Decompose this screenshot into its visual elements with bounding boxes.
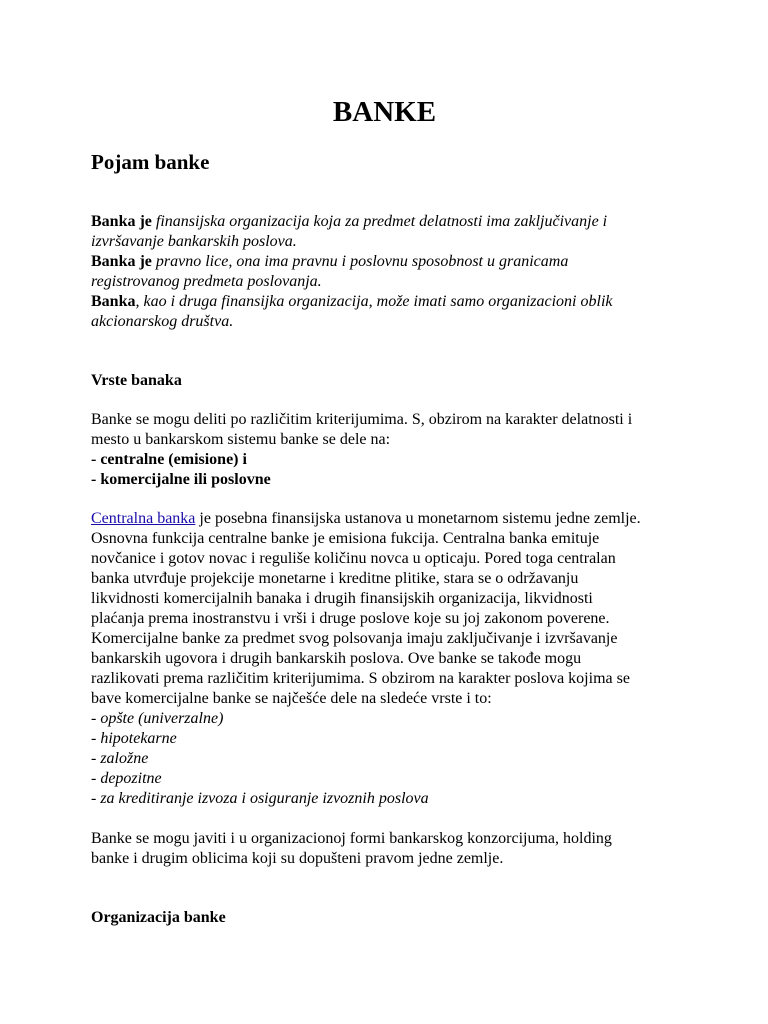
- bold-list-item: - komercijalne ili poslovne: [91, 471, 271, 488]
- paragraph-line: [91, 509, 681, 529]
- paragraph-line: razlikovati prema različitim kriterijumima. S obzirom na karakter poslova kojima se: [91, 670, 630, 687]
- paragraph-line: Banke se mogu deliti po različitim kriterijumima. S, obzirom na karakter delatnosti i: [91, 411, 633, 428]
- paragraph-line: banke i drugim oblicima koji su dopušteni pravom jedne zemlje.: [91, 850, 504, 867]
- definition-lead: Banka je: [91, 253, 152, 270]
- definition-line: [91, 292, 681, 312]
- document-title: BANKE: [332, 96, 437, 128]
- italic-list-item: - hipotekarne: [91, 730, 177, 747]
- paragraph-line: likvidnosti komercijalnih banaka i drugih finansijskih organizacija, likvidnosti: [91, 590, 593, 607]
- definition-text: , kao i druga finansijka organizacija, može imati samo organizacioni oblik: [135, 293, 613, 310]
- paragraph-line: novčanice i gotov novac i reguliše količinu novca u opticaju. Pored toga centralan: [91, 550, 616, 567]
- definition-lead: Banka: [91, 293, 136, 310]
- italic-list-item: - založne: [91, 750, 149, 767]
- definitions-block: [91, 212, 681, 332]
- paragraph-line: Osnovna funkcija centralne banke je emisiona fukcija. Centralna banka emituje: [91, 530, 600, 547]
- definition-text: finansijska organizacija koja za predmet delatnosti ima zaključivanje i: [151, 213, 608, 230]
- vrste-heading: Vrste banaka: [91, 372, 182, 389]
- centralna-block: [91, 509, 681, 809]
- definition-line: [91, 212, 681, 232]
- italic-list-item: - depozitne: [91, 770, 162, 787]
- paragraph-line: Komercijalne banke za predmet svog polsovanja imaju zaključivanje i izvršavanje: [91, 630, 618, 647]
- paragraph-line: bankarskih ugovora i drugih bankarskih poslova. Ove banke se takođe mogu: [91, 650, 582, 667]
- paragraph-line: banka utvrđuje projekcije monetarne i kreditne plitike, stara se o održavanju: [91, 570, 579, 587]
- definition-text: pravno lice, ona ima pravnu i poslovnu sposobnost u granicama: [151, 253, 569, 270]
- section-title: Pojam banke: [91, 150, 210, 174]
- paragraph-line: bave komercijalne banke se najčešće dele na sledeće vrste i to:: [91, 690, 492, 707]
- bold-list-item: - centralne (emisione) i: [91, 451, 247, 468]
- italic-list-item: - opšte (univerzalne): [91, 710, 224, 727]
- paragraph-line: mesto u bankarskom sistemu banke se dele na:: [91, 431, 391, 448]
- italic-list-item: - za kreditiranje izvoza i osiguranje izvoznih poslova: [91, 790, 429, 807]
- definition-text: registrovanog predmeta poslovanja.: [91, 273, 322, 290]
- centralna-banka-link[interactable]: Centralna banka: [91, 510, 196, 527]
- organizacija-heading: Organizacija banke: [91, 909, 226, 926]
- definition-text: izvršavanje bankarskih poslova.: [91, 233, 297, 250]
- paragraph-line: Banke se mogu javiti i u organizacionoj formi bankarskog konzorcijuma, holding: [91, 830, 612, 847]
- konzorcijum-block: [91, 829, 681, 869]
- paragraph-text: je posebna finansijska ustanova u monetarnom sistemu jedne zemlje.: [195, 510, 641, 527]
- paragraph-line: plaćanja prema inostranstvu i vrši i druge poslove koje su joj zakonom poverene.: [91, 610, 610, 627]
- definition-lead: Banka je: [91, 213, 152, 230]
- definition-text: akcionarskog društva.: [91, 313, 234, 330]
- definition-line: [91, 252, 681, 272]
- vrste-block: [91, 410, 681, 490]
